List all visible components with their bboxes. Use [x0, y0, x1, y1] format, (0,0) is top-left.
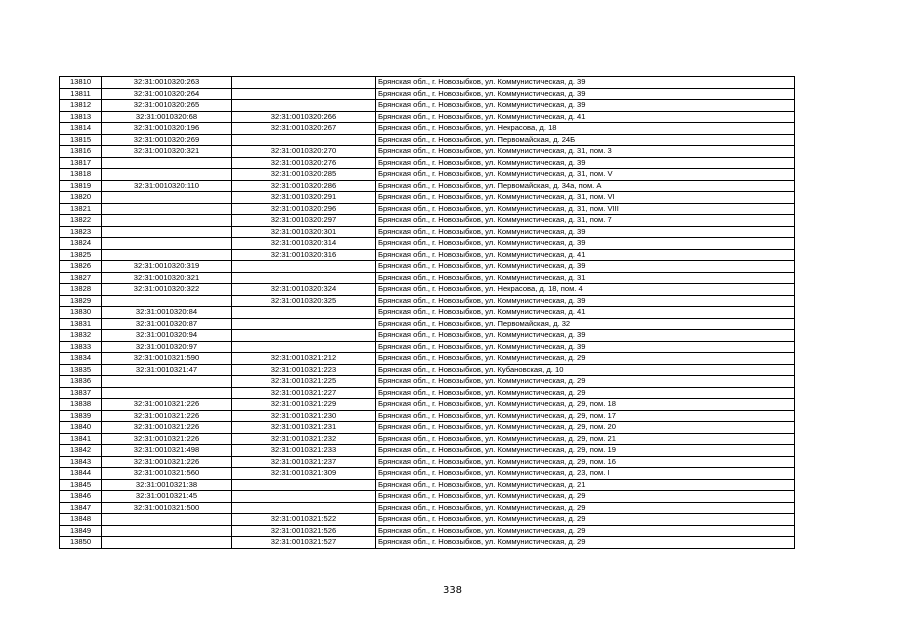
- address-cell: Брянская обл., г. Новозыбков, ул. Коммунистическая, д. 21: [376, 479, 795, 491]
- address-cell: Брянская обл., г. Новозыбков, ул. Коммунистическая, д. 39: [376, 330, 795, 342]
- table-row: [60, 88, 795, 100]
- building-cadastral-number-cell: 32:31:0010320:267: [232, 123, 376, 135]
- land-cadastral-number-cell: 32:31:0010320:264: [102, 88, 232, 100]
- record-number-cell: 13815: [60, 134, 102, 146]
- record-number-cell: 13837: [60, 387, 102, 399]
- record-number-cell: 13841: [60, 433, 102, 445]
- address-cell: Брянская обл., г. Новозыбков, ул. Коммунистическая, д. 39: [376, 295, 795, 307]
- building-cadastral-number-cell: [232, 341, 376, 353]
- building-cadastral-number-cell: [232, 134, 376, 146]
- land-cadastral-number-cell: 32:31:0010320:322: [102, 284, 232, 296]
- building-cadastral-number-cell: 32:31:0010321:233: [232, 445, 376, 457]
- table-row: [60, 261, 795, 273]
- building-cadastral-number-cell: [232, 330, 376, 342]
- table-row: [60, 456, 795, 468]
- building-cadastral-number-cell: [232, 100, 376, 112]
- table-row: [60, 123, 795, 135]
- address-cell: Брянская обл., г. Новозыбков, ул. Коммунистическая, д. 29, пом. 16: [376, 456, 795, 468]
- record-number-cell: 13814: [60, 123, 102, 135]
- record-number-cell: 13820: [60, 192, 102, 204]
- address-cell: Брянская обл., г. Новозыбков, ул. Коммунистическая, д. 29, пом. 17: [376, 410, 795, 422]
- record-number-cell: 13826: [60, 261, 102, 273]
- record-number-cell: 13833: [60, 341, 102, 353]
- record-number-cell: 13825: [60, 249, 102, 261]
- record-number-cell: 13823: [60, 226, 102, 238]
- building-cadastral-number-cell: 32:31:0010321:232: [232, 433, 376, 445]
- table-row: [60, 215, 795, 227]
- record-number-cell: 13817: [60, 157, 102, 169]
- table-row: [60, 468, 795, 480]
- record-number-cell: 13843: [60, 456, 102, 468]
- building-cadastral-number-cell: 32:31:0010320:325: [232, 295, 376, 307]
- land-cadastral-number-cell: [102, 514, 232, 526]
- land-cadastral-number-cell: [102, 249, 232, 261]
- table-row: [60, 134, 795, 146]
- table-row: [60, 318, 795, 330]
- land-cadastral-number-cell: 32:31:0010320:110: [102, 180, 232, 192]
- record-number-cell: 13845: [60, 479, 102, 491]
- building-cadastral-number-cell: 32:31:0010320:296: [232, 203, 376, 215]
- building-cadastral-number-cell: [232, 261, 376, 273]
- address-cell: Брянская обл., г. Новозыбков, ул. Коммунистическая, д. 39: [376, 341, 795, 353]
- building-cadastral-number-cell: 32:31:0010321:231: [232, 422, 376, 434]
- table-row: [60, 169, 795, 181]
- building-cadastral-number-cell: 32:31:0010320:286: [232, 180, 376, 192]
- table-row: [60, 445, 795, 457]
- record-number-cell: 13812: [60, 100, 102, 112]
- address-cell: Брянская обл., г. Новозыбков, ул. Коммунистическая, д. 29: [376, 387, 795, 399]
- land-cadastral-number-cell: [102, 226, 232, 238]
- table-row: [60, 238, 795, 250]
- table-row: [60, 376, 795, 388]
- address-cell: Брянская обл., г. Новозыбков, ул. Коммунистическая, д. 29, пом. 19: [376, 445, 795, 457]
- building-cadastral-number-cell: 32:31:0010321:227: [232, 387, 376, 399]
- table-row: [60, 272, 795, 284]
- record-number-cell: 13830: [60, 307, 102, 319]
- building-cadastral-number-cell: 32:31:0010320:276: [232, 157, 376, 169]
- address-cell: Брянская обл., г. Новозыбков, ул. Коммунистическая, д. 39: [376, 226, 795, 238]
- record-number-cell: 13836: [60, 376, 102, 388]
- building-cadastral-number-cell: [232, 491, 376, 503]
- address-cell: Брянская обл., г. Новозыбков, ул. Коммунистическая, д. 29, пом. 20: [376, 422, 795, 434]
- address-cell: Брянская обл., г. Новозыбков, ул. Коммунистическая, д. 39: [376, 100, 795, 112]
- address-cell: Брянская обл., г. Новозыбков, ул. Кубановская, д. 10: [376, 364, 795, 376]
- record-number-cell: 13835: [60, 364, 102, 376]
- record-number-cell: 13829: [60, 295, 102, 307]
- address-cell: Брянская обл., г. Новозыбков, ул. Коммунистическая, д. 39: [376, 157, 795, 169]
- land-cadastral-number-cell: 32:31:0010320:87: [102, 318, 232, 330]
- table-row: [60, 146, 795, 158]
- record-number-cell: 13810: [60, 77, 102, 89]
- land-cadastral-number-cell: 32:31:0010320:319: [102, 261, 232, 273]
- record-number-cell: 13831: [60, 318, 102, 330]
- record-number-cell: 13811: [60, 88, 102, 100]
- land-cadastral-number-cell: 32:31:0010320:84: [102, 307, 232, 319]
- land-cadastral-number-cell: 32:31:0010321:226: [102, 456, 232, 468]
- address-cell: Брянская обл., г. Новозыбков, ул. Первомайская, д. 34а, пом. А: [376, 180, 795, 192]
- address-cell: Брянская обл., г. Новозыбков, ул. Коммунистическая, д. 39: [376, 77, 795, 89]
- table-row: [60, 399, 795, 411]
- land-cadastral-number-cell: 32:31:0010320:97: [102, 341, 232, 353]
- address-cell: Брянская обл., г. Новозыбков, ул. Коммунистическая, д. 29: [376, 353, 795, 365]
- record-number-cell: 13834: [60, 353, 102, 365]
- record-number-cell: 13827: [60, 272, 102, 284]
- address-cell: Брянская обл., г. Новозыбков, ул. Коммунистическая, д. 29, пом. 21: [376, 433, 795, 445]
- building-cadastral-number-cell: 32:31:0010320:314: [232, 238, 376, 250]
- building-cadastral-number-cell: [232, 502, 376, 514]
- address-cell: Брянская обл., г. Новозыбков, ул. Коммунистическая, д. 41: [376, 307, 795, 319]
- table-row: [60, 422, 795, 434]
- record-number-cell: 13842: [60, 445, 102, 457]
- table-row: [60, 249, 795, 261]
- table-row: [60, 295, 795, 307]
- register-table-body: [60, 77, 795, 549]
- table-row: [60, 491, 795, 503]
- table-row: [60, 433, 795, 445]
- building-cadastral-number-cell: 32:31:0010321:237: [232, 456, 376, 468]
- address-cell: Брянская обл., г. Новозыбков, ул. Коммунистическая, д. 41: [376, 111, 795, 123]
- address-cell: Брянская обл., г. Новозыбков, ул. Коммунистическая, д. 29: [376, 491, 795, 503]
- land-cadastral-number-cell: [102, 157, 232, 169]
- land-cadastral-number-cell: [102, 215, 232, 227]
- address-cell: Брянская обл., г. Новозыбков, ул. Коммунистическая, д. 29, пом. 18: [376, 399, 795, 411]
- land-cadastral-number-cell: [102, 537, 232, 549]
- land-cadastral-number-cell: 32:31:0010321:590: [102, 353, 232, 365]
- page-number: 338: [442, 585, 463, 596]
- table-row: [60, 226, 795, 238]
- address-cell: Брянская обл., г. Новозыбков, ул. Коммунистическая, д. 23, пом. I: [376, 468, 795, 480]
- building-cadastral-number-cell: 32:31:0010320:270: [232, 146, 376, 158]
- address-cell: Брянская обл., г. Новозыбков, ул. Коммунистическая, д. 31: [376, 272, 795, 284]
- address-cell: Брянская обл., г. Новозыбков, ул. Первомайская, д. 24Б: [376, 134, 795, 146]
- address-cell: Брянская обл., г. Новозыбков, ул. Коммунистическая, д. 31, пом. VI: [376, 192, 795, 204]
- table-row: [60, 387, 795, 399]
- address-cell: Брянская обл., г. Новозыбков, ул. Коммунистическая, д. 29: [376, 376, 795, 388]
- land-cadastral-number-cell: 32:31:0010320:321: [102, 272, 232, 284]
- land-cadastral-number-cell: 32:31:0010321:38: [102, 479, 232, 491]
- record-number-cell: 13844: [60, 468, 102, 480]
- record-number-cell: 13813: [60, 111, 102, 123]
- land-cadastral-number-cell: 32:31:0010321:226: [102, 410, 232, 422]
- table-row: [60, 180, 795, 192]
- table-row: [60, 537, 795, 549]
- table-row: [60, 203, 795, 215]
- record-number-cell: 13832: [60, 330, 102, 342]
- land-cadastral-number-cell: 32:31:0010320:196: [102, 123, 232, 135]
- land-cadastral-number-cell: [102, 525, 232, 537]
- record-number-cell: 13840: [60, 422, 102, 434]
- table-row: [60, 192, 795, 204]
- land-cadastral-number-cell: 32:31:0010321:560: [102, 468, 232, 480]
- building-cadastral-number-cell: 32:31:0010320:297: [232, 215, 376, 227]
- land-cadastral-number-cell: 32:31:0010320:321: [102, 146, 232, 158]
- land-cadastral-number-cell: 32:31:0010321:498: [102, 445, 232, 457]
- building-cadastral-number-cell: 32:31:0010321:526: [232, 525, 376, 537]
- building-cadastral-number-cell: [232, 77, 376, 89]
- address-cell: Брянская обл., г. Новозыбков, ул. Коммунистическая, д. 31, пом. VIII: [376, 203, 795, 215]
- address-cell: Брянская обл., г. Новозыбков, ул. Коммунистическая, д. 39: [376, 238, 795, 250]
- building-cadastral-number-cell: 32:31:0010321:309: [232, 468, 376, 480]
- building-cadastral-number-cell: 32:31:0010321:225: [232, 376, 376, 388]
- land-cadastral-number-cell: 32:31:0010321:226: [102, 399, 232, 411]
- land-cadastral-number-cell: [102, 376, 232, 388]
- table-row: [60, 525, 795, 537]
- building-cadastral-number-cell: 32:31:0010321:223: [232, 364, 376, 376]
- land-cadastral-number-cell: 32:31:0010320:94: [102, 330, 232, 342]
- address-cell: Брянская обл., г. Новозыбков, ул. Некрасова, д. 18, пом. 4: [376, 284, 795, 296]
- building-cadastral-number-cell: 32:31:0010320:291: [232, 192, 376, 204]
- table-row: [60, 341, 795, 353]
- land-cadastral-number-cell: 32:31:0010320:263: [102, 77, 232, 89]
- land-cadastral-number-cell: 32:31:0010320:68: [102, 111, 232, 123]
- record-number-cell: 13816: [60, 146, 102, 158]
- building-cadastral-number-cell: 32:31:0010320:316: [232, 249, 376, 261]
- building-cadastral-number-cell: 32:31:0010320:285: [232, 169, 376, 181]
- building-cadastral-number-cell: 32:31:0010321:212: [232, 353, 376, 365]
- building-cadastral-number-cell: 32:31:0010321:522: [232, 514, 376, 526]
- address-cell: Брянская обл., г. Новозыбков, ул. Коммунистическая, д. 31, пом. V: [376, 169, 795, 181]
- address-cell: Брянская обл., г. Новозыбков, ул. Коммунистическая, д. 29: [376, 525, 795, 537]
- land-cadastral-number-cell: [102, 295, 232, 307]
- land-cadastral-number-cell: [102, 238, 232, 250]
- building-cadastral-number-cell: 32:31:0010320:324: [232, 284, 376, 296]
- record-number-cell: 13822: [60, 215, 102, 227]
- building-cadastral-number-cell: [232, 272, 376, 284]
- record-number-cell: 13838: [60, 399, 102, 411]
- table-row: [60, 284, 795, 296]
- table-row: [60, 100, 795, 112]
- table-row: [60, 330, 795, 342]
- record-number-cell: 13819: [60, 180, 102, 192]
- land-cadastral-number-cell: [102, 203, 232, 215]
- table-row: [60, 353, 795, 365]
- building-cadastral-number-cell: [232, 318, 376, 330]
- land-cadastral-number-cell: 32:31:0010321:226: [102, 433, 232, 445]
- building-cadastral-number-cell: 32:31:0010320:266: [232, 111, 376, 123]
- land-cadastral-number-cell: 32:31:0010321:226: [102, 422, 232, 434]
- address-cell: Брянская обл., г. Новозыбков, ул. Коммунистическая, д. 29: [376, 514, 795, 526]
- record-number-cell: 13839: [60, 410, 102, 422]
- property-register-table: [59, 76, 795, 549]
- address-cell: Брянская обл., г. Новозыбков, ул. Коммунистическая, д. 31, пом. 3: [376, 146, 795, 158]
- building-cadastral-number-cell: 32:31:0010320:301: [232, 226, 376, 238]
- table-row: [60, 157, 795, 169]
- address-cell: Брянская обл., г. Новозыбков, ул. Коммунистическая, д. 31, пом. 7: [376, 215, 795, 227]
- land-cadastral-number-cell: 32:31:0010320:265: [102, 100, 232, 112]
- record-number-cell: 13821: [60, 203, 102, 215]
- building-cadastral-number-cell: [232, 88, 376, 100]
- table-row: [60, 111, 795, 123]
- record-number-cell: 13846: [60, 491, 102, 503]
- address-cell: Брянская обл., г. Новозыбков, ул. Некрасова, д. 18: [376, 123, 795, 135]
- land-cadastral-number-cell: 32:31:0010320:269: [102, 134, 232, 146]
- record-number-cell: 13828: [60, 284, 102, 296]
- building-cadastral-number-cell: 32:31:0010321:229: [232, 399, 376, 411]
- land-cadastral-number-cell: 32:31:0010321:500: [102, 502, 232, 514]
- land-cadastral-number-cell: [102, 192, 232, 204]
- address-cell: Брянская обл., г. Новозыбков, ул. Коммунистическая, д. 39: [376, 88, 795, 100]
- address-cell: Брянская обл., г. Новозыбков, ул. Коммунистическая, д. 39: [376, 261, 795, 273]
- building-cadastral-number-cell: 32:31:0010321:230: [232, 410, 376, 422]
- land-cadastral-number-cell: [102, 387, 232, 399]
- record-number-cell: 13848: [60, 514, 102, 526]
- land-cadastral-number-cell: [102, 169, 232, 181]
- address-cell: Брянская обл., г. Новозыбков, ул. Коммунистическая, д. 41: [376, 249, 795, 261]
- record-number-cell: 13824: [60, 238, 102, 250]
- table-row: [60, 410, 795, 422]
- table-row: [60, 364, 795, 376]
- table-row: [60, 502, 795, 514]
- address-cell: Брянская обл., г. Новозыбков, ул. Коммунистическая, д. 29: [376, 537, 795, 549]
- building-cadastral-number-cell: 32:31:0010321:527: [232, 537, 376, 549]
- land-cadastral-number-cell: 32:31:0010321:45: [102, 491, 232, 503]
- table-row: [60, 307, 795, 319]
- address-cell: Брянская обл., г. Новозыбков, ул. Первомайская, д. 32: [376, 318, 795, 330]
- record-number-cell: 13849: [60, 525, 102, 537]
- table-row: [60, 77, 795, 89]
- record-number-cell: 13850: [60, 537, 102, 549]
- building-cadastral-number-cell: [232, 479, 376, 491]
- address-cell: Брянская обл., г. Новозыбков, ул. Коммунистическая, д. 29: [376, 502, 795, 514]
- table-row: [60, 479, 795, 491]
- table-row: [60, 514, 795, 526]
- building-cadastral-number-cell: [232, 307, 376, 319]
- land-cadastral-number-cell: 32:31:0010321:47: [102, 364, 232, 376]
- record-number-cell: 13818: [60, 169, 102, 181]
- record-number-cell: 13847: [60, 502, 102, 514]
